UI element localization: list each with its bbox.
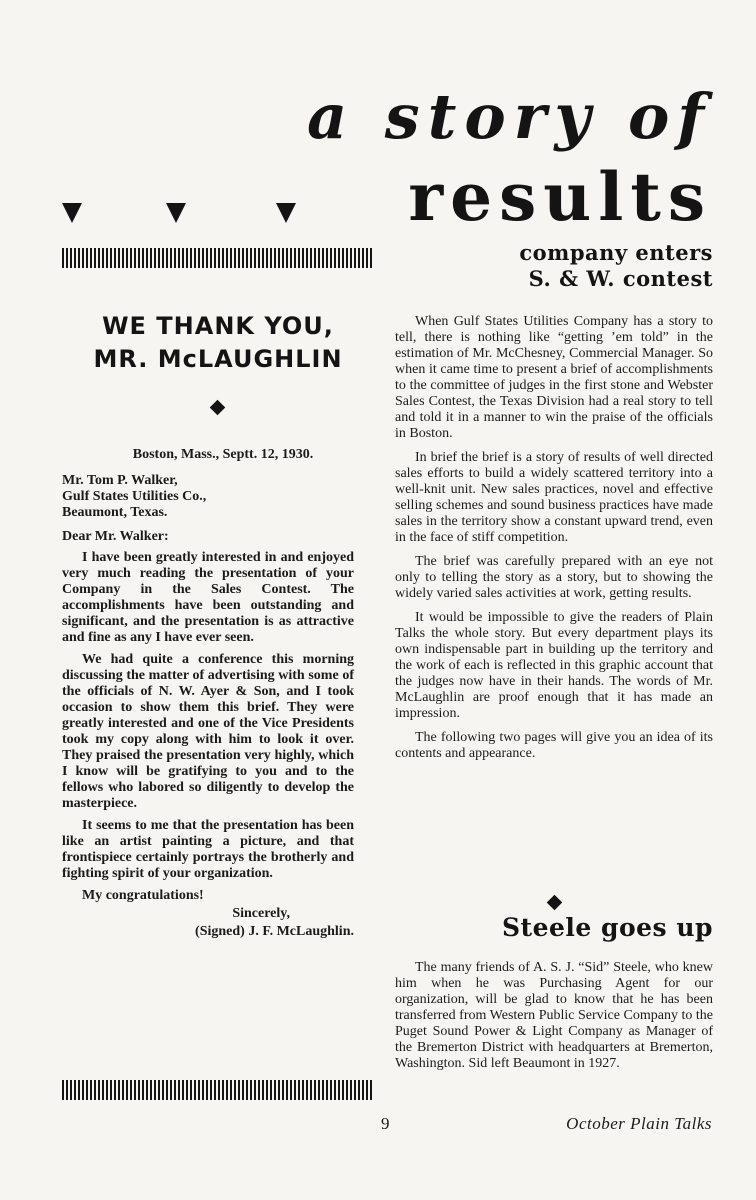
letter-title-line-1: WE THANK YOU,	[102, 312, 334, 340]
triangle-icon	[276, 203, 296, 223]
letter-column	[62, 290, 374, 939]
steele-paragraph: The many friends of A. S. J. “Sid” Steele, who knew him when he was Purchasing Agent for our organization, will be glad to know that he has been transferred from Western Public Service Company to the Puget Sound Power & Light Company as Manager of the Bremerton District with headquarters at Bremerton, Washington. Sid left Beaumont in 1927.	[395, 960, 713, 1071]
letter-title	[62, 310, 374, 376]
article-paragraph: When Gulf States Utilities Company has a story to tell, there is nothing like “getting ’em told” in the estimation of Mr. McChesney, Commercial Manager. So when it came time to present a brief of accomplishments to the committee of judges in the first stone and Webster Sales Contest, the Texas Division had a real story to tell and told it in a manner to win the praise of the officials in Boston.	[395, 314, 713, 441]
address-line: Gulf States Utilities Co.,	[62, 489, 207, 504]
subhead-line-1: company enters	[519, 240, 713, 265]
triangle-icon	[166, 203, 186, 223]
letter-title-line-2: MR. McLAUGHLIN	[93, 345, 343, 373]
letter-body	[62, 447, 354, 940]
article-paragraph: The brief was carefully prepared with an eye not only to telling the story as a story, but to showing the widely varied sales activities at work, getting results.	[395, 554, 713, 601]
diamond-icon	[210, 400, 226, 416]
headline-line-2: results	[408, 158, 712, 236]
article-paragraph: In brief the brief is a story of results of well directed sales efforts to build a widely scattered territory into a well-knit unit. New sales practices, novel and effective selling schemes and sound business practices have made sales in the territory show a constant upward trend, even in the face of stiff competition.	[395, 450, 713, 545]
letter-closing: My congratulations!	[82, 888, 204, 903]
steele-heading: Steele goes up	[501, 913, 713, 942]
subhead-line-2: S. & W. contest	[528, 266, 713, 291]
diamond-icon	[547, 895, 563, 911]
steele-body	[395, 960, 713, 1080]
article-subhead	[395, 240, 713, 292]
article-column	[395, 240, 713, 1071]
article-paragraph: It would be impossible to give the readers of Plain Talks the whole story. But every department plays its own indispensable part in building up the territory and the work of each is reflected in this graphic account that the judges now have in their hands. The words of Mr. McLaughlin are proof enough that it has made an impression.	[395, 610, 713, 721]
letter-paragraph: I have been greatly interested in and enjoyed very much reading the presentation of your Company in the Sales Contest. The accomplishments have been outstanding and significant, and the presentation is as attractive and fine as any I have ever seen.	[62, 550, 354, 645]
letter-signature: (Signed) J. F. McLaughlin.	[195, 924, 354, 939]
hatch-rule-top	[62, 248, 374, 268]
headline-line-1: a story of	[307, 80, 712, 153]
address-line: Mr. Tom P. Walker,	[62, 473, 178, 488]
letter-salutation: Dear Mr. Walker:	[62, 529, 169, 544]
letter-paragraph: We had quite a conference this morning discussing the matter of advertising with some of the officials of N. W. Ayer & Son, and I took occasion to show them this brief. They were greatly interested and one of the Vice Presidents took my copy along with him to look it over. They praised the presentation very highly, which I know will be gratifying to you and to the fellows who labored so diligently to develop the masterpiece.	[62, 652, 354, 811]
publication-name: October Plain Talks	[566, 1114, 712, 1133]
address-line: Beaumont, Texas.	[62, 505, 168, 520]
letter-address	[62, 473, 354, 521]
letter-sincerely: Sincerely,	[232, 906, 290, 921]
page-number: 9	[381, 1114, 390, 1133]
hatch-rule-bottom	[62, 1080, 374, 1100]
triangle-icon	[62, 203, 82, 223]
letter-dateline: Boston, Mass., Septt. 12, 1930.	[132, 447, 314, 462]
article-paragraph: The following two pages will give you an idea of its contents and appearance.	[395, 730, 713, 761]
triangle-ornaments	[62, 203, 312, 227]
article-body	[395, 314, 713, 770]
letter-paragraph: It seems to me that the presentation has been like an artist painting a picture, and that frontispiece certainly portrays the brotherly and fighting spirit of your organization.	[62, 818, 354, 881]
